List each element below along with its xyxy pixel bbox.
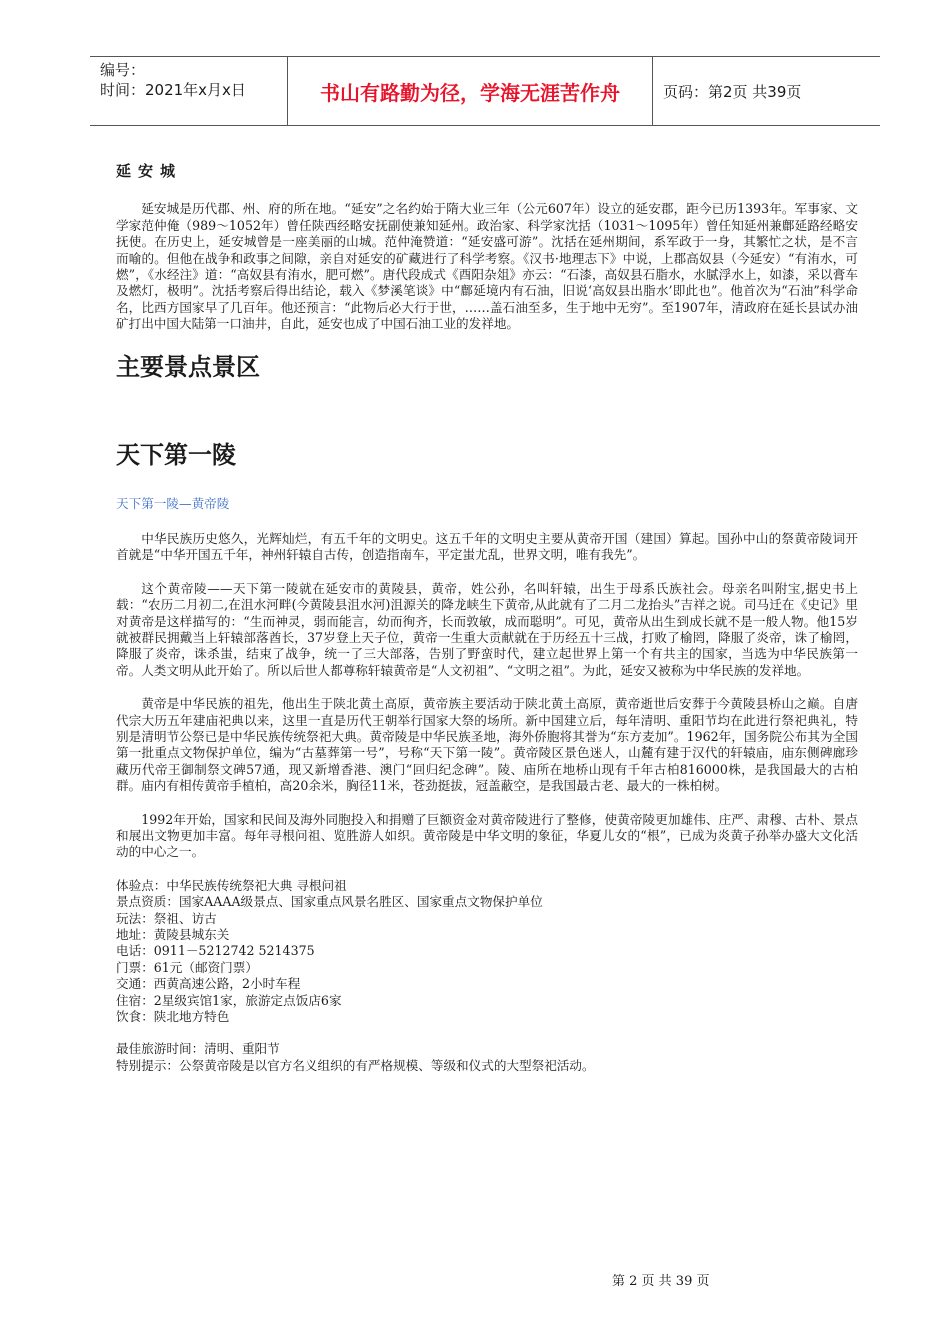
info-item: 电话：0911－5212742 5214375: [116, 943, 315, 959]
info-item: 地址：黄陵县城东关: [116, 927, 230, 942]
yanan-paragraph: 延安城是历代郡、州、府的所在地。“延安”之名约始于隋大业三年（公元607年）设立的延安郡，距今已历1393年。军事家、文学家范仲俺（989～1052年）曾任陕西经略安抚副使兼知延州。政治家、科学家沈括（1031～1095年）曾任知延州兼鄜延路经略安抚使。在历史上，延安城曾是一座美丽的山城。范仲淹赞道：“延安盛可游”。沈括在延州期间，系军政于一身，其繁忙之状，是不言而喻的。但他在战争和政事之间隙，亲自对延安的矿藏进行了科学考察。《汉书·地理志下》中说，上郡高奴县（今延安）“有洧水，可燃”，《水经注》道：“高奴县有洧水，肥可燃”。唐代段成式《酉阳杂俎》亦云：“石漆，高奴县石脂水，水腻浮水上，如漆，采以膏车及燃灯，极明”。沈括考察后得出结论，载入《梦溪笔谈》中“鄜延境内有石油，旧说‘高奴县出脂水’即此也”。他首次为“石油”科学命名，比西方国家早了几百年。他还预言：“此物后必大行于世，……盖石油至多，生于地中无穷”。至1907年，清政府在延长县试办油矿打出中国大陆第一口油井，自此，延安也成了中国石油工业的发祥地。: [116, 201, 858, 332]
tip-item: 特别提示：公祭黄帝陵是以官方名义组织的有严格规模、等级和仪式的大型祭祀活动。: [116, 1057, 595, 1073]
info-item: 玩法：祭祖、访古: [116, 910, 217, 926]
time-label: 时间：2021年x月x日: [100, 81, 246, 99]
info-item: 体验点：中华民族传统祭祀大典 寻根问祖: [116, 877, 347, 893]
header-meta: [90, 57, 288, 125]
header-motto: 书山有路勤为径，学海无涯苦作舟: [288, 57, 653, 125]
info-item: 交通：西黄高速公路，2小时车程: [116, 976, 301, 992]
paragraph-4: 1992年开始，国家和民间及海外同胞投入和捐赠了巨额资金对黄帝陵进行了整修，使黄帝陵更加雄伟、庄严、肃穆、古朴、景点和展出文物更加丰富。每年寻根问祖、览胜游人如织。黄帝陵是中华文明的象征，华夏儿女的“根”，已成为炎黄子孙举办盛大文化活动的中心之一。: [116, 811, 858, 860]
section-heading: 天下第一陵: [116, 441, 236, 470]
header-page-code: 页码：第2页 共39页: [663, 82, 802, 101]
info-item: 景点资质：国家AAAA级景点、国家重点风景名胜区、国家重点文物保护单位: [116, 894, 543, 910]
paragraph-3: 黄帝是中华民族的祖先，他出生于陕北黄土高原，黄帝族主要活动于陕北黄土高原，黄帝逝世后安葬于今黄陵县桥山之巅。自唐代宗大历五年建庙祀典以来，这里一直是历代王朝举行国家大祭的场所。新中国建立后，每年清明、重阳节均在此进行祭祀典礼，特别是清明节公祭已是中华民族传统祭祀大典。黄帝陵是中华民族圣地，海外侨胞将其誉为“东方麦加”。1962年，国务院公布其为全国第一批重点文物保护单位，编为“古墓葬第一号”，号称“天下第一陵”。黄帝陵区景色迷人，山麓有建于汉代的轩辕庙，庙东侧碑廊珍藏历代帝王御制祭文碑57通，现又新增香港、澳门“回归纪念碑”。陵、庙所在地桥山现有千年古柏816000株，是我国最大的古柏群。庙内有相传黄帝手植柏，高20余米，胸径11米，苍劲挺拔，冠盖蔽空，是我国最古老、最大的一株柏树。: [116, 696, 858, 794]
info-list: [116, 878, 858, 1026]
subtitle-link[interactable]: 天下第一陵—黄帝陵: [116, 496, 230, 512]
number-label: 编号：: [100, 61, 146, 79]
paragraph-1: 中华民族历史悠久，光辉灿烂，有五千年的文明史。这五千年的文明史主要从黄帝开国（建国）算起。国孙中山的祭黄帝陵词开首就是“中华开国五千年，神州轩辕自古传，创造指南车，平定蚩尤乱，世界文明，唯有我先”。: [116, 530, 858, 563]
document-body: [116, 163, 858, 1074]
info-item: 住宿：2星级宾馆1家，旅游定点饭店6家: [116, 992, 342, 1008]
main-heading: 主要景点景区: [116, 352, 260, 381]
tip-item: 最佳旅游时间：清明、重阳节: [116, 1041, 280, 1057]
paragraph-2: 这个黄帝陵——天下第一陵就在延安市的黄陵县，黄帝，姓公孙，名叫轩辕，出生于母系氏族社会。母亲名叫附宝,据史书上载：“农历二月初二,在沮水河畔(今黄陵县沮水河)沮源关的降龙峡生下黄帝,从此就有了二月二龙抬头”吉祥之说。司马迁在《史记》里对黄帝是这样描写的：“生而神灵，弱而能言，幼而徇齐，长而敦敏，成而聪明”。可见，黄帝从出生到成长就不是一般人物。他15岁就被群民拥戴当上轩辕部落酋长，37岁登上天子位，黄帝一生重大贡献就在于历经五十三战，打败了榆罔，降服了炎帝，诛了榆罔，降服了炎帝，诛杀蚩，结束了战争，统一了三大部落，告别了野蛮时代，建立起世界上第一个有共主的国家，当选为中华民族第一帝。人类文明从此开始了。所以后世人都尊称轩辕黄帝是“人文初祖”、“文明之祖”。为此，延安又被称为中华民族的发祥地。: [116, 580, 858, 678]
section-title-yanan: 延安城: [116, 162, 183, 180]
tips-list: [116, 1041, 858, 1074]
page-header: [90, 56, 880, 126]
info-item: 门票：61元（邮资门票）: [116, 959, 258, 975]
info-item: 饮食：陕北地方特色: [116, 1009, 230, 1025]
page-footer: 第 2 页 共 39 页: [612, 1274, 710, 1289]
